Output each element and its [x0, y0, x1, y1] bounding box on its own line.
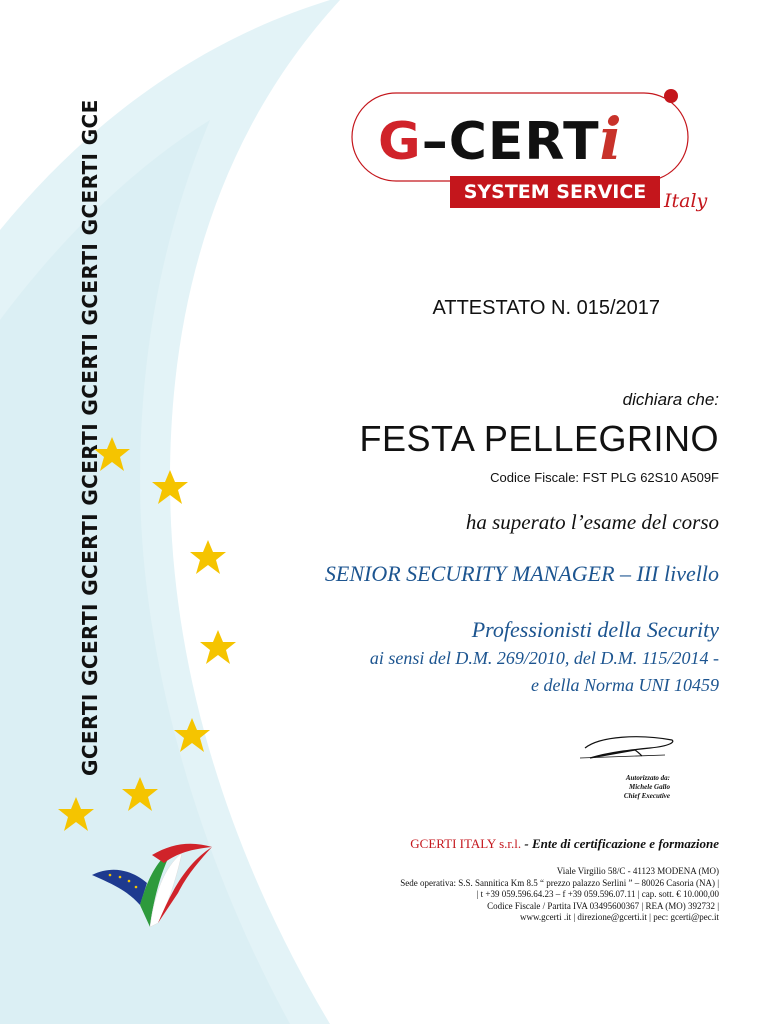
decree-reference: ai sensi del D.M. 269/2010, del D.M. 115/2014 -	[369, 648, 719, 668]
certificate-number: ATTESTATO N. 015/2017	[432, 297, 660, 319]
signer-name: Michele Gallo	[628, 783, 670, 791]
address-line: | t +39 059.596.64.23 – f +39 059.596.07.11 | cap. sott. € 10.000,00	[476, 889, 719, 899]
vertical-watermark: GCERTI GCERTI GCERTI GCERTI GCERTI GCERTI GCERTI GCE	[78, 99, 102, 776]
company-tagline: - Ente di certificazione e formazione	[524, 836, 719, 851]
company-logo	[378, 105, 623, 173]
norm-reference: e della Norma UNI 10459	[531, 675, 719, 695]
logo-i: i	[599, 105, 623, 173]
signer-role: Chief Executive	[623, 792, 670, 800]
recipient-name: FESTA PELLEGRINO	[359, 418, 719, 459]
address-line: Codice Fiscale / Partita IVA 03495600367 | REA (MO) 392732 |	[487, 900, 719, 911]
company-name: GCERTI ITALY s.r.l.	[410, 836, 522, 851]
logo-italy: Italy	[664, 190, 708, 212]
star-icon	[92, 435, 132, 475]
star-icon	[150, 468, 190, 508]
signature-block	[560, 774, 670, 801]
authorized-label: Autorizzato da:	[625, 774, 670, 782]
star-icon	[188, 538, 228, 578]
company-address	[400, 866, 719, 924]
address-line: Viale Virgilio 58/C - 41123 MODENA (MO)	[556, 866, 719, 876]
star-icon	[198, 628, 238, 668]
star-icon	[120, 775, 160, 815]
star-icon	[172, 716, 212, 756]
course-title: SENIOR SECURITY MANAGER – III livello	[324, 561, 719, 586]
address-line: Sede operativa: S.S. Sannitica Km 8.5 “ prezzo palazzo Serlini ” – 80026 Casoria (NA) |	[400, 877, 719, 888]
logo-g: G	[378, 112, 422, 172]
declares-label: dichiara che:	[622, 390, 719, 409]
logo-dash: –	[421, 112, 449, 172]
fiscal-code: Codice Fiscale: FST PLG 62S10 A509F	[490, 470, 719, 485]
signature	[580, 728, 680, 768]
company-line	[410, 836, 719, 852]
category-title: Professionisti della Security	[471, 617, 719, 642]
system-service-banner: SYSTEM SERVICE	[450, 176, 660, 208]
star-icon	[56, 795, 96, 835]
logo-certi: CERT	[448, 112, 600, 172]
passed-statement: ha superato l’esame del corso	[465, 510, 719, 534]
address-line: www.gcerti .it | direzione@gcerti.it | pec: gcerti@pec.it	[519, 912, 719, 922]
eu-italy-emblem	[92, 835, 217, 930]
